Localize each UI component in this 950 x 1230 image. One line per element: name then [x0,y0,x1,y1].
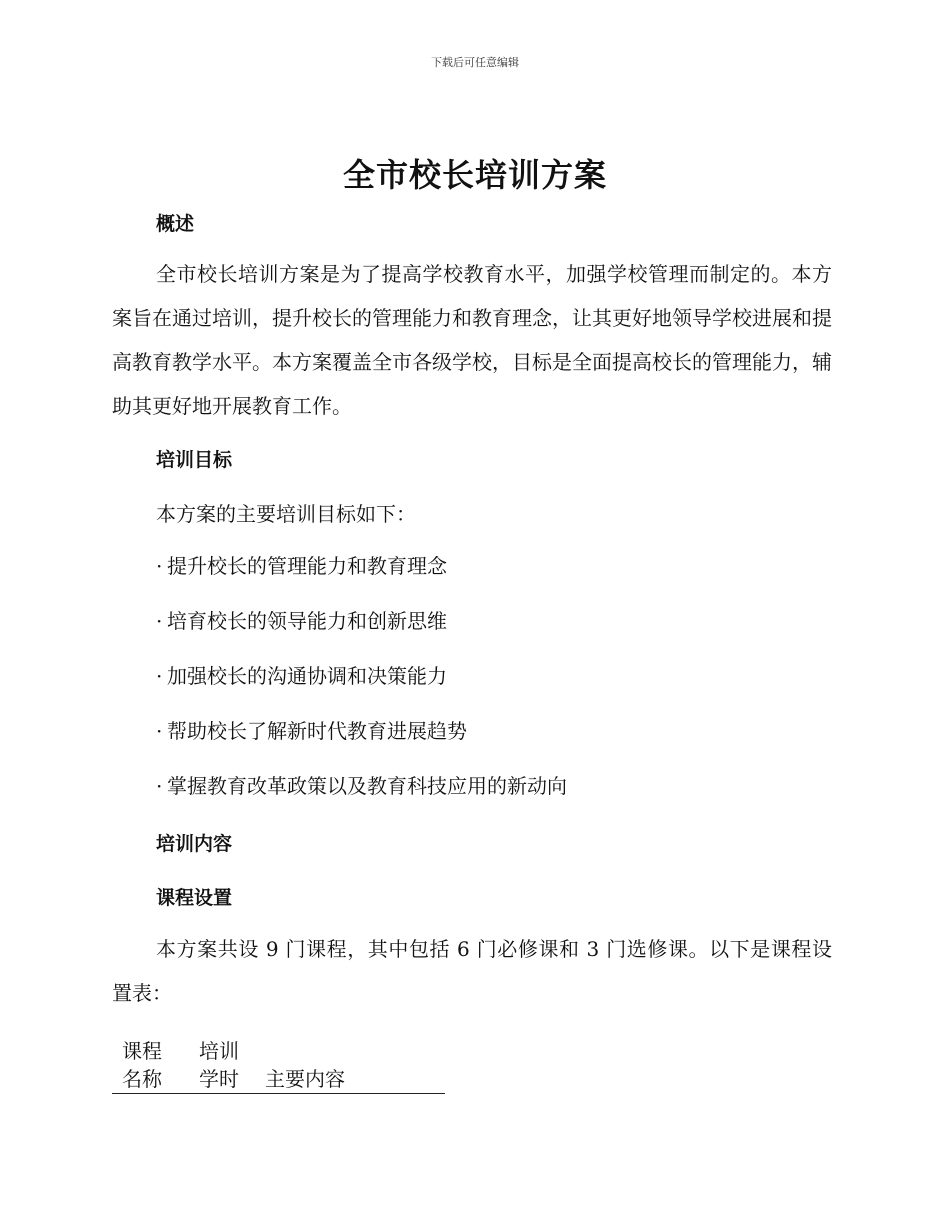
list-item [156,713,567,768]
heading-training-goals: 培训目标 [156,449,233,471]
overview-paragraph: 全市校长培训方案是为了提高学校教育水平，加强学校管理而制定的。本方案旨在通过培训，提升校长的管理能力和教育理念，让其更好地领导学校进展和提高教育教学水平。本方案覆盖全市各级学校，目标是全面提高校长的管理能力，辅助其更好地开展教育工作。 [112,262,832,418]
list-item-text: 提升校长的管理能力和教育理念 [167,554,447,578]
header-main-content [265,1037,445,1093]
header-text: 课程 [122,1039,162,1063]
list-item-text: 掌握教育改革政策以及教育科技应用的新动向 [167,774,567,798]
header-text: 学时 [199,1067,239,1091]
list-item [156,768,567,823]
header-course-name [112,1037,199,1093]
document-title: 全市校长培训方案 [342,156,607,194]
heading-training-content: 培训内容 [156,833,233,855]
goals-list [156,548,567,823]
list-item [156,658,567,713]
goals-intro: 本方案的主要培训目标如下： [156,502,416,526]
table-header-row [112,1037,445,1093]
page-header-note: 下载后可任意编辑 [431,56,519,69]
header-text: 培训 [199,1039,239,1063]
bullet-dot: · [156,774,163,798]
list-item [156,603,567,658]
courses-paragraph: 本方案共设 9 门课程，其中包括 6 门必修课和 3 门选修课。以下是课程设置表： [112,937,832,1005]
course-table-header [112,1037,445,1094]
list-item-text: 加强校长的沟通协调和决策能力 [167,664,447,688]
heading-course-setup: 课程设置 [156,887,233,909]
header-text: 主要内容 [265,1067,345,1091]
bullet-dot: · [156,719,163,743]
header-training-hours [199,1037,265,1093]
bullet-dot: · [156,664,163,688]
heading-overview: 概述 [156,213,195,235]
list-item [156,548,567,603]
list-item-text: 帮助校长了解新时代教育进展趋势 [167,719,467,743]
list-item-text: 培育校长的领导能力和创新思维 [167,609,447,633]
header-text: 名称 [122,1067,162,1091]
bullet-dot: · [156,554,163,578]
bullet-dot: · [156,609,163,633]
